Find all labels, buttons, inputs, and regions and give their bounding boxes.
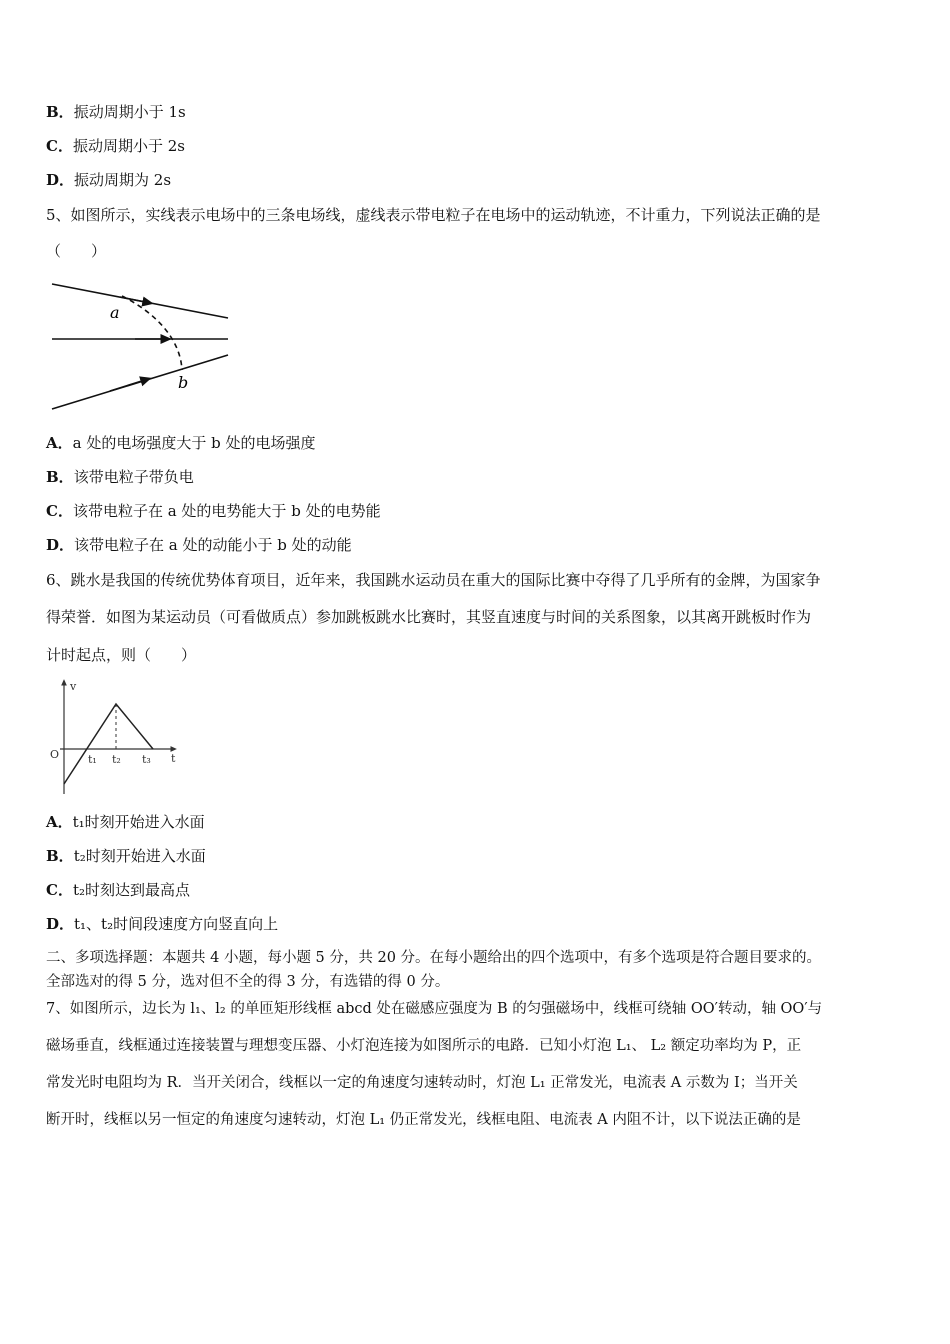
vt-line <box>64 704 153 784</box>
q4-option-b: B．振动周期小于 1s <box>46 103 186 121</box>
t-axis-label: t <box>171 752 176 765</box>
q5-option-c: C．该带电粒子在 a 处的电势能大于 b 处的电势能 <box>46 502 381 520</box>
q6-vt-graph <box>46 676 186 798</box>
q4-option-c: C．振动周期小于 2s <box>46 137 185 155</box>
q6-stem-line2: 得荣誉．如图为某运动员（可看做质点）参加跳板跳水比赛时，其竖直速度与时间的关系图象，以其离开跳板时作为 <box>46 608 812 626</box>
q6-option-b: B．t₂时刻开始进入水面 <box>46 847 206 865</box>
q7-stem-line4: 断开时，线框以另一恒定的角速度匀速转动，灯泡 L₁ 仍正常发光，线框电阻、电流表 A 内阻不计，以下说法正确的是 <box>46 1112 801 1128</box>
q6-option-c: C．t₂时刻达到最高点 <box>46 881 190 899</box>
q5-stem-line2: （ ） <box>46 242 107 260</box>
t1-label: t₁ <box>88 753 97 766</box>
q7-stem-line1: 7、如图所示，边长为 l₁、l₂ 的单匝矩形线框 abcd 处在磁感应强度为 B 的匀强磁场中，线框可绕轴 OO′转动，轴 OO′与 <box>46 1001 823 1017</box>
q6-stem-line1: 6、跳水是我国的传统优势体育项目，近年来，我国跳水运动员在重大的国际比赛中夺得了几乎所有的金牌，为国家争 <box>46 571 821 589</box>
q7-stem-line3: 常发光时电阻均为 R．当开关闭合，线框以一定的角速度匀速转动时，灯泡 L₁ 正常发光，电流表 A 示数为 I；当开关 <box>46 1075 798 1091</box>
q6-option-a: A．t₁时刻开始进入水面 <box>46 813 205 831</box>
q6-stem-line3: 计时起点，则（ ） <box>46 646 197 664</box>
q5-stem-line1: 5、如图所示，实线表示电场中的三条电场线，虚线表示带电粒子在电场中的运动轨迹，不计重力，下列说法正确的是 <box>46 206 821 224</box>
label-b: b <box>178 373 189 392</box>
t2-label: t₂ <box>112 753 121 766</box>
q5-option-a: A．a 处的电场强度大于 b 处的电场强度 <box>46 434 316 452</box>
q4-option-d: D．振动周期为 2s <box>46 171 172 189</box>
label-a: a <box>110 303 120 322</box>
y-axis-label: v <box>70 680 77 693</box>
origin-label: O <box>50 748 60 761</box>
t3-label: t₃ <box>142 753 151 766</box>
section2-heading-line2: 全部选对的得 5 分，选对但不全的得 3 分，有选错的得 0 分。 <box>46 974 450 990</box>
section2-heading-line1: 二、多项选择题：本题共 4 小题，每小题 5 分，共 20 分。在每小题给出的四个选项中，有多个选项是符合题目要求的。 <box>46 950 822 966</box>
q6-option-d: D．t₁、t₂时间段速度方向竖直向上 <box>46 915 279 933</box>
q7-stem-line2: 磁场垂直，线框通过连接装置与理想变压器、小灯泡连接为如图所示的电路．已知小灯泡 L₁、 L₂ 额定功率均为 P，正 <box>46 1038 802 1054</box>
q5-option-b: B．该带电粒子带负电 <box>46 468 194 486</box>
q5-option-d: D．该带电粒子在 a 处的动能小于 b 处的动能 <box>46 536 352 554</box>
q5-field-lines-figure <box>50 280 240 415</box>
